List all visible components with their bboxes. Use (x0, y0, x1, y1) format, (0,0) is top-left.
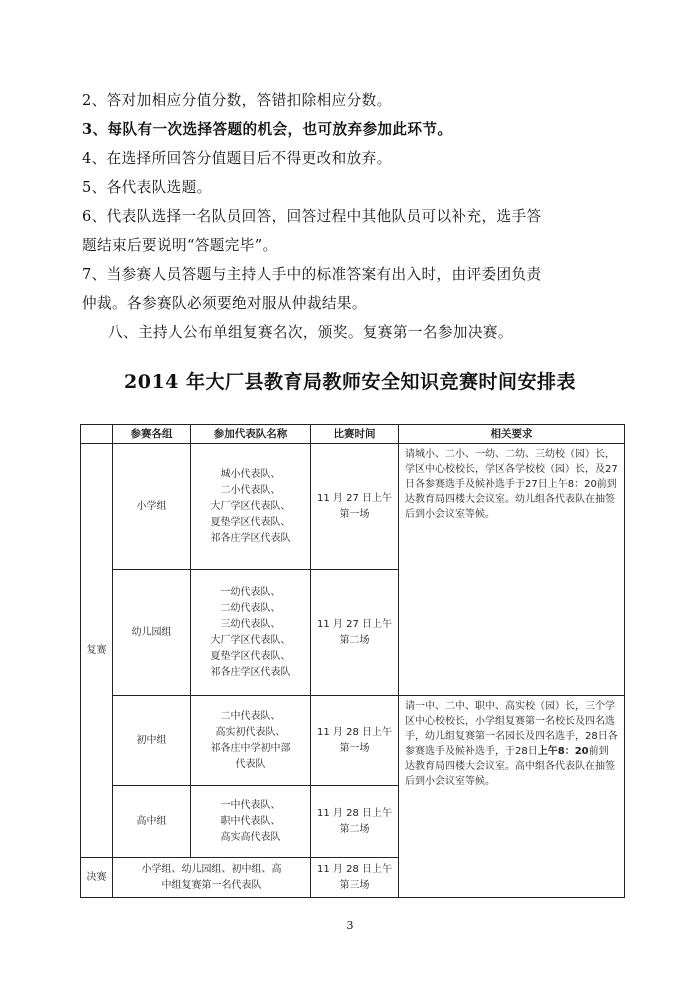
rule-3: 3、每队有一次选择答题的机会，也可放弃参加此环节。 (82, 121, 453, 138)
team-name: 祁各庄学区代表队 (210, 666, 291, 678)
time-cell (311, 696, 399, 786)
team-name: 高实高代表队 (220, 831, 281, 843)
team-name: 高实初代表队、 (215, 726, 286, 738)
team-name: 三幼代表队、 (220, 618, 281, 630)
page-number: 3 (346, 919, 354, 932)
group-cell: 幼儿园组 (113, 570, 191, 696)
time-line: 11 月 28 日上午 (317, 863, 392, 875)
time-line: 11 月 27 日上午 (317, 618, 392, 630)
rule-6-line-1: 6、代表队选择一名队员回答，回答过程中其他队员可以补充，选手答 (82, 208, 542, 225)
team-name: 代表队 (235, 758, 266, 770)
rule-5: 5、各代表队选题。 (82, 179, 212, 196)
requirement-b-pre: 请一中、二中、职中、高实校（园）长，三个学区中心校校长，小学组复赛第一名校长及四名选手，幼儿组复赛第一名园长及四名选手，28日各参赛选手及候补选手，于28日 (405, 701, 618, 757)
requirement-a (399, 444, 625, 696)
header-time: 比赛时间 (311, 425, 399, 444)
schedule-table (80, 424, 625, 898)
stage-semifinal: 复赛 (81, 444, 113, 858)
time-cell (311, 444, 399, 570)
requirement-b-bold: 上午8：20 (537, 746, 589, 757)
team-name: 夏垫学区代表队、 (210, 650, 291, 662)
team-name: 祁各庄学区代表队 (210, 532, 291, 544)
rule-7-line-1: 7、当参赛人员答题与主持人手中的标准答案有出入时，由评委团负责 (82, 266, 542, 283)
final-teams-cell (113, 858, 311, 898)
time-cell (311, 786, 399, 858)
group-cell: 小学组 (113, 444, 191, 570)
time-line: 11 月 28 日上午 (317, 807, 392, 819)
team-name: 二小代表队、 (220, 484, 281, 496)
group-cell: 高中组 (113, 786, 191, 858)
time-cell (311, 858, 399, 898)
teams-cell (191, 444, 311, 570)
requirement-a-text: 请城小、二小、一幼、二幼、三幼校（园）长，学区中心校校长，学区各学校校（园）长，及27日各参赛选手及候补选手于27日上午8：20前到达教育局四楼大会议室。幼儿组各代表队在抽签后到小会议室等候。 (405, 449, 618, 520)
teams-cell (191, 696, 311, 786)
teams-cell (191, 786, 311, 858)
session-line: 第一场 (339, 742, 370, 754)
team-name: 二幼代表队、 (220, 602, 281, 614)
rule-8: 八、主持人公布单组复赛名次，颁奖。复赛第一名参加决赛。 (108, 324, 513, 341)
team-name: 祁各庄中学初中部 (210, 742, 291, 754)
requirement-b (399, 696, 625, 898)
header-group: 参赛各组 (113, 425, 191, 444)
table-header-row (81, 425, 625, 444)
team-name: 夏垫学区代表队、 (210, 516, 291, 528)
rule-4: 4、在选择所回答分值题目后不得更改和放弃。 (82, 150, 392, 167)
time-line: 11 月 27 日上午 (317, 492, 392, 504)
header-teams: 参加代表队名称 (191, 425, 311, 444)
final-teams-line: 中组复赛第一名代表队 (161, 879, 262, 891)
schedule-title: 2014 年大厂县教育局教师安全知识竞赛时间安排表 (124, 371, 576, 393)
team-name: 城小代表队、 (220, 468, 281, 480)
team-name: 职中代表队、 (220, 815, 281, 827)
stage-final: 决赛 (81, 858, 113, 898)
rule-2: 2、答对加相应分值分数，答错扣除相应分数。 (82, 92, 392, 109)
header-blank (81, 425, 113, 444)
session-line: 第二场 (339, 823, 370, 835)
time-line: 11 月 28 日上午 (317, 726, 392, 738)
session-line: 第三场 (339, 879, 370, 891)
team-name: 一中代表队、 (220, 799, 281, 811)
table-row (81, 696, 625, 786)
teams-cell (191, 570, 311, 696)
group-cell: 初中组 (113, 696, 191, 786)
final-teams-line: 小学组、幼儿园组、初中组、高 (141, 863, 282, 875)
team-name: 大厂学区代表队、 (210, 500, 291, 512)
session-line: 第二场 (339, 634, 370, 646)
table-row (81, 444, 625, 570)
time-cell (311, 570, 399, 696)
team-name: 大厂学区代表队、 (210, 634, 291, 646)
rule-6-line-2: 题结束后要说明“答题完毕”。 (82, 237, 278, 254)
header-requirements: 相关要求 (399, 425, 625, 444)
team-name: 一幼代表队、 (220, 586, 281, 598)
requirement-b-text (405, 699, 618, 789)
session-line: 第一场 (339, 508, 370, 520)
requirement-b-post: 前到达教育局四楼大会议室。高中组各代表队在抽签后到小会议室等候。 (405, 746, 615, 787)
team-name: 二中代表队、 (220, 710, 281, 722)
rule-7-line-2: 仲裁。各参赛队必须要绝对服从仲裁结果。 (82, 295, 367, 312)
